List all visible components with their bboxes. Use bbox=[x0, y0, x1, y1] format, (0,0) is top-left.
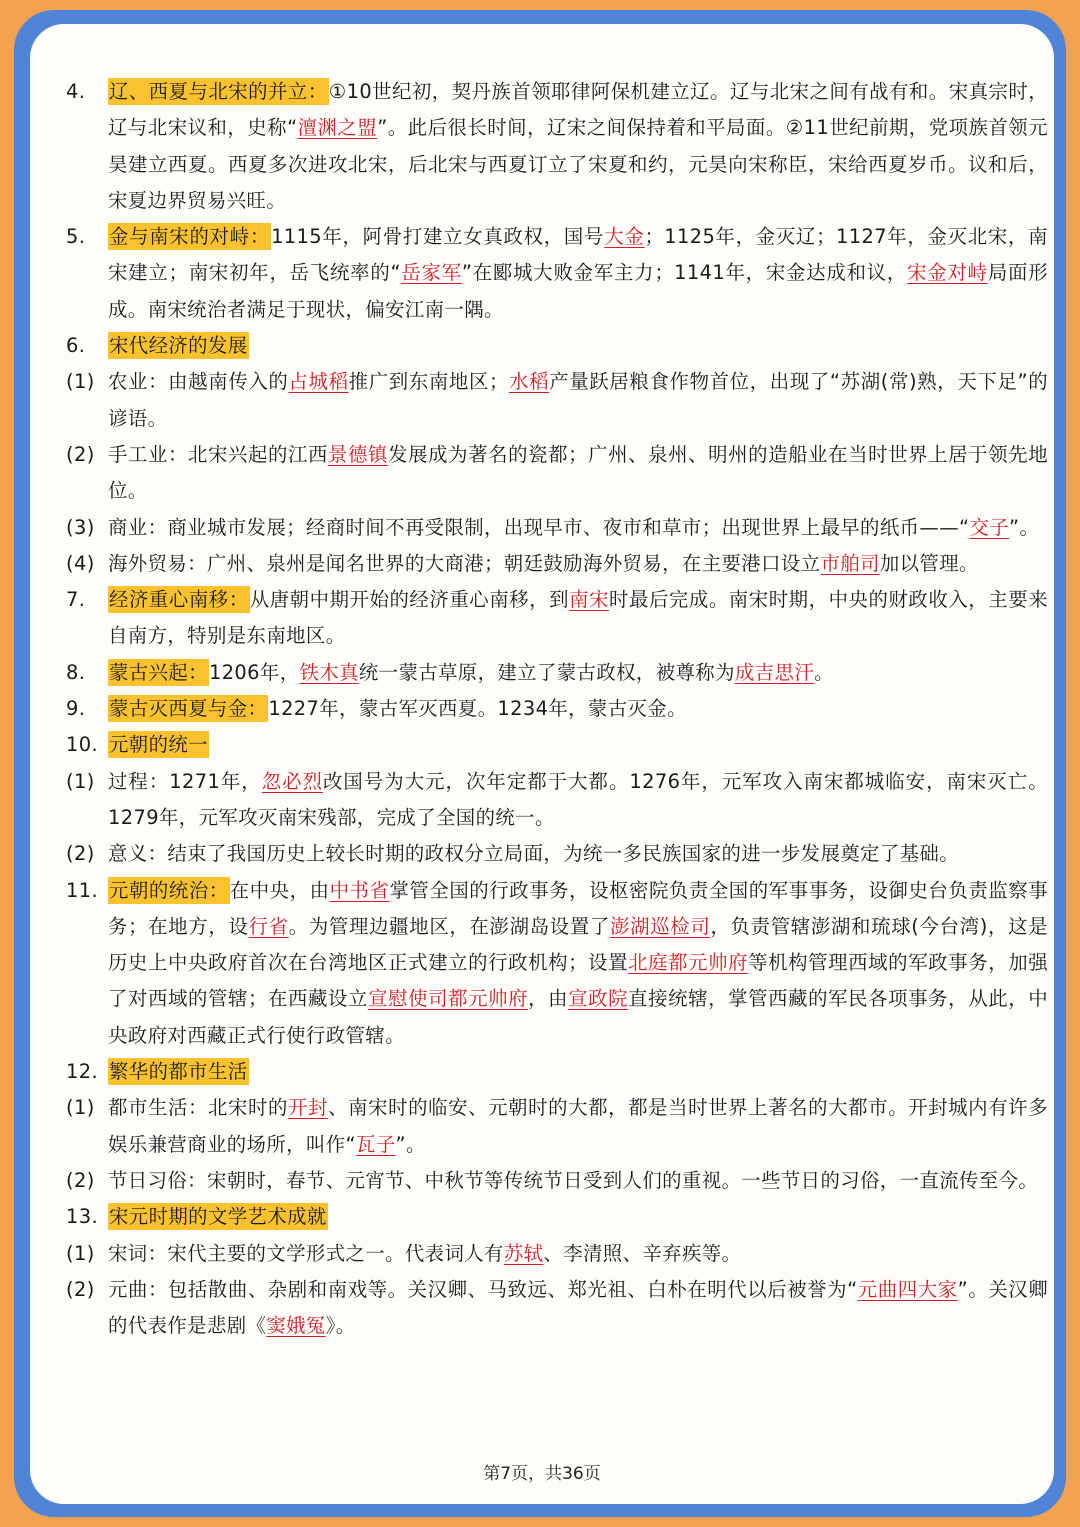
body-text: 局面形成。南宋统治者满足于现状，偏安江南一隅。 bbox=[108, 261, 1049, 321]
key-term: 岳家军 bbox=[400, 261, 462, 285]
item-number: 4. bbox=[66, 80, 86, 103]
key-term: 交子 bbox=[969, 515, 1010, 539]
item-number: 6. bbox=[66, 334, 86, 358]
document-page bbox=[30, 24, 1054, 1504]
body-text: ，负责管辖澎湖和琉球(今台湾)，这是历史上中央政府首次在台湾地区正式建立的行政机构；设置 bbox=[108, 914, 1048, 975]
list-item bbox=[66, 655, 1048, 691]
section-heading: 蒙古兴起： bbox=[109, 660, 208, 684]
body-text: 意义：结束了我国历史上较长时期的政权分立局面，为统一多民族国家的进一步发展奠定了基础。 bbox=[108, 842, 959, 866]
body-text: 》。 bbox=[325, 1314, 356, 1338]
body-text: 加以管理。 bbox=[879, 551, 979, 575]
item-number: 8. bbox=[66, 660, 86, 684]
list-item bbox=[66, 74, 1048, 219]
key-term: 成吉思汗 bbox=[734, 660, 815, 684]
key-term: 北庭都元帅府 bbox=[628, 951, 749, 975]
item-number: (2) bbox=[66, 442, 95, 466]
page-footer: 第7页，共36页 bbox=[483, 1464, 601, 1484]
list-item bbox=[66, 1163, 1048, 1199]
body-text: 直接统辖，掌管西藏的军民各项事务，从此，中央政府对西藏正式行使行政管辖。 bbox=[108, 987, 1048, 1047]
key-term: 南宋 bbox=[569, 588, 610, 612]
section-heading: 繁华的都市生活 bbox=[109, 1060, 248, 1084]
body-text: 节日习俗：宋朝时，春节、元宵节、中秋节等传统节日受到人们的重视。一些节日的习俗，一直流传至今。 bbox=[108, 1168, 1039, 1192]
item-number: (4) bbox=[66, 551, 95, 575]
key-term: 中书省 bbox=[329, 878, 390, 902]
key-term: 景德镇 bbox=[328, 442, 389, 466]
body-text: 宋词：宋代主要的文学形式之一。代表词人有 bbox=[108, 1241, 504, 1265]
key-term: 行省 bbox=[248, 914, 289, 938]
body-text: 改国号为大元，次年定都于大都。1276年，元军攻入南宋都城临安，南宋灭亡。1279年，元军攻灭南宋残部，完成了全国的统一。 bbox=[108, 769, 1048, 829]
item-number: 9. bbox=[66, 697, 86, 721]
item-number: 13. bbox=[66, 1205, 99, 1229]
body-text: ；1125年，金灭辽；1127年，金灭北宋，南宋建立；南宋初年，岳飞统率的“ bbox=[108, 225, 1048, 285]
key-term: 宣政院 bbox=[568, 987, 629, 1011]
section-heading: 宋代经济的发展 bbox=[109, 334, 248, 358]
item-number: 10. bbox=[66, 733, 99, 757]
body-text: 手工业：北宋兴起的江西 bbox=[108, 442, 329, 466]
body-text: 1206年， bbox=[208, 660, 300, 684]
key-term: 宣慰使司都元帅府 bbox=[368, 987, 529, 1011]
section-heading: 经济重心南移： bbox=[109, 588, 249, 612]
list-item bbox=[66, 364, 1048, 437]
body-text: ”。 bbox=[395, 1132, 426, 1156]
body-text: 产量跃居粮食作物首位，出现了“苏湖(常)熟，天下足”的谚语。 bbox=[108, 370, 1049, 430]
key-term: 市舶司 bbox=[820, 551, 880, 575]
key-term: 水稻 bbox=[508, 370, 550, 394]
item-number: (1) bbox=[66, 769, 95, 793]
body-text: 。为管理边疆地区，在澎湖岛设置了 bbox=[288, 914, 611, 938]
section-heading: 金与南宋的对峙： bbox=[109, 225, 271, 249]
section-heading: 辽、西夏与北宋的并立： bbox=[109, 80, 328, 103]
body-text: 发展成为著名的瓷都；广州、泉州、明州的造船业在当时世界上居于领先地位。 bbox=[108, 442, 1048, 503]
item-number: 5. bbox=[66, 225, 86, 249]
key-term: 开封 bbox=[288, 1096, 329, 1120]
key-term: 苏轼 bbox=[503, 1241, 544, 1265]
body-text: 农业：由越南传入的 bbox=[108, 370, 289, 394]
list-item bbox=[66, 727, 1048, 763]
list-item bbox=[66, 691, 1048, 727]
body-text: 过程：1271年， bbox=[108, 769, 262, 793]
section-heading: 宋元时期的文学艺术成就 bbox=[109, 1205, 327, 1229]
body-text: ”在郾城大败金军主力；1141年，宋金达成和议， bbox=[461, 261, 908, 285]
list-item bbox=[66, 219, 1048, 328]
body-text: ，由 bbox=[528, 987, 569, 1011]
list-item bbox=[66, 873, 1048, 1054]
body-text: 统一蒙古草原，建立了蒙古政权，被尊称为 bbox=[358, 660, 735, 684]
body-text: 海外贸易：广州、泉州是闻名世界的大商港；朝廷鼓励海外贸易，在主要港口设立 bbox=[108, 551, 821, 575]
body-text: ”。关汉卿的代表作是悲剧《 bbox=[108, 1277, 1049, 1338]
key-term: 元曲四大家 bbox=[857, 1277, 958, 1301]
list-item bbox=[66, 1054, 1048, 1090]
item-number: (2) bbox=[66, 1277, 95, 1301]
body-text: 商业：商业城市发展；经商时间不再受限制，出现早市、夜市和草市；出现世界上最早的纸币——“ bbox=[108, 515, 970, 539]
body-text: 。 bbox=[814, 660, 834, 684]
body-text: 1227年，蒙古军灭西夏。1234年，蒙古灭金。 bbox=[268, 697, 687, 721]
item-number: (1) bbox=[66, 1241, 95, 1265]
body-text: 都市生活：北宋时的 bbox=[108, 1096, 289, 1120]
key-term: 忽必烈 bbox=[261, 769, 323, 793]
body-text: ①10世纪初，契丹族首领耶律阿保机建立辽。辽与北宋之间有战有和。宋真宗时，辽与北宋议和，史称“ bbox=[108, 80, 1049, 140]
item-number: (1) bbox=[66, 1096, 95, 1120]
item-number: (2) bbox=[66, 1168, 95, 1192]
key-term: 大金 bbox=[604, 225, 645, 249]
list-item bbox=[66, 328, 1048, 364]
document-content bbox=[66, 74, 1048, 1344]
list-item bbox=[66, 1272, 1048, 1345]
body-text: 从唐朝中期开始的经济重心南移，到 bbox=[249, 588, 570, 612]
body-text: ”。此后很长时间，辽宋之间保持着和平局面。②11世纪前期，党项族首领元昊建立西夏。西夏多次进攻北宋，后北宋与西夏订立了宋夏和约，元昊向宋称臣，宋给西夏岁币。议和后，宋夏边界贸易兴旺。 bbox=[108, 116, 1048, 212]
list-item bbox=[66, 1236, 1048, 1272]
item-number: 11. bbox=[66, 878, 99, 902]
item-number: 12. bbox=[66, 1060, 99, 1084]
body-text: 、南宋时的临安、元朝时的大都，都是当时世界上著名的大都市。开封城内有许多娱乐兼营商业的场所，叫作“ bbox=[108, 1096, 1048, 1156]
list-item bbox=[66, 510, 1048, 546]
body-text: 在中央，由 bbox=[229, 878, 330, 902]
body-text: 等机构管理西域的军政事务，加强了对西域的管辖；在西藏设立 bbox=[108, 951, 1049, 1011]
body-text: ”。 bbox=[1009, 515, 1040, 539]
body-text: 掌管全国的行政事务，设枢密院负责全国的军事事务，设御史台负责监察事务；在地方，设 bbox=[108, 878, 1049, 938]
key-term: 澶渊之盟 bbox=[297, 116, 378, 140]
body-text: 1115年，阿骨打建立女真政权，国号 bbox=[271, 225, 605, 249]
list-item bbox=[66, 582, 1048, 655]
key-term: 宋金对峙 bbox=[907, 261, 988, 285]
list-item bbox=[66, 1090, 1048, 1163]
item-number: (2) bbox=[66, 842, 95, 866]
list-item bbox=[66, 1199, 1048, 1235]
body-text: 、李清照、辛弃疾等。 bbox=[543, 1241, 742, 1265]
key-term: 窦娥冤 bbox=[266, 1314, 326, 1338]
section-heading: 元朝的统治： bbox=[109, 878, 229, 902]
section-heading: 元朝的统一 bbox=[109, 733, 208, 757]
list-item bbox=[66, 764, 1048, 837]
list-item bbox=[66, 546, 1048, 582]
key-term: 澎湖巡检司 bbox=[610, 914, 711, 938]
key-term: 瓦子 bbox=[355, 1132, 396, 1156]
key-term: 铁木真 bbox=[299, 660, 359, 684]
body-text: 元曲：包括散曲、杂剧和南戏等。关汉卿、马致远、郑光祖、白朴在明代以后被誉为“ bbox=[108, 1277, 858, 1301]
item-number: 7. bbox=[66, 588, 86, 612]
list-item bbox=[66, 836, 1048, 872]
body-text: 时最后完成。南宋时期，中央的财政收入，主要来自南方，特别是东南地区。 bbox=[108, 588, 1048, 648]
body-text: 推广到东南地区； bbox=[348, 370, 509, 394]
key-term: 占城稻 bbox=[288, 370, 349, 394]
item-number: (3) bbox=[66, 515, 95, 539]
list-item bbox=[66, 437, 1048, 510]
item-number: (1) bbox=[66, 370, 95, 394]
section-heading: 蒙古灭西夏与金： bbox=[109, 697, 268, 721]
